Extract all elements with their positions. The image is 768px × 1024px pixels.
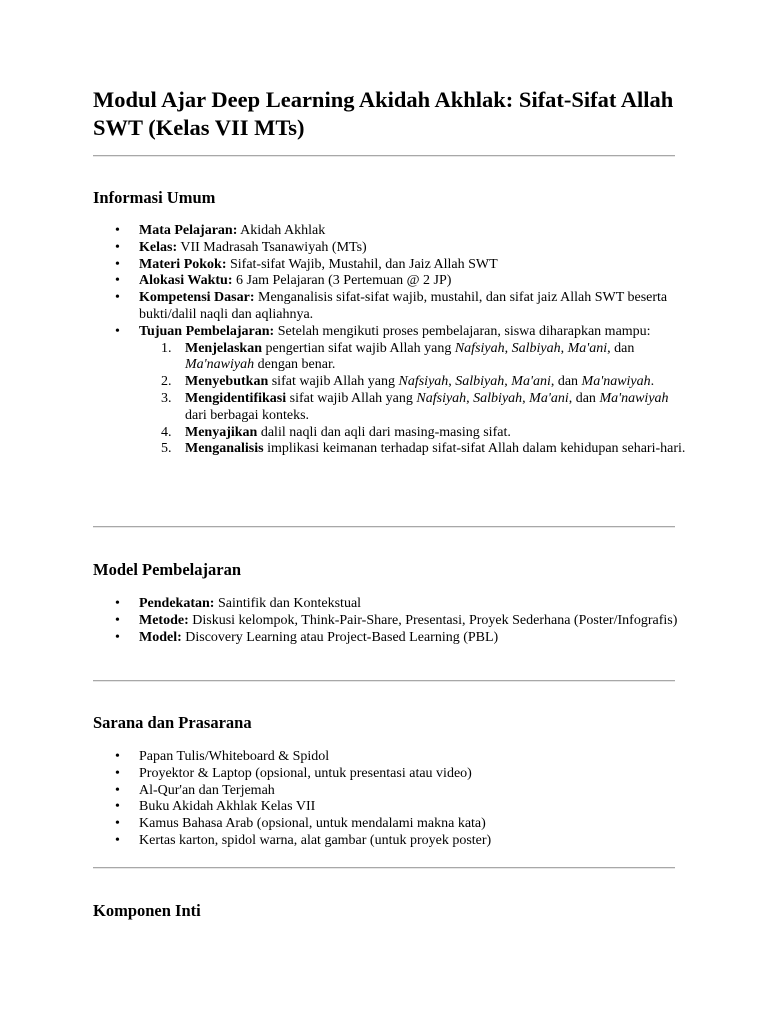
- list-item: • Mata Pelajaran: Akidah Akhlak: [139, 223, 689, 240]
- section-divider: [93, 680, 675, 682]
- list-item: • Kertas karton, spidol warna, alat gambar (untuk proyek poster): [139, 833, 689, 850]
- section-heading-model-pembelajaran: Model Pembelajaran: [93, 560, 242, 579]
- list-item: • Pendekatan: Saintifik dan Kontekstual: [139, 596, 689, 613]
- list-item: • Materi Pokok: Sifat-sifat Wajib, Mustahil, dan Jaiz Allah SWT: [139, 257, 689, 274]
- list-item: • Al-Qur'an dan Terjemah: [139, 783, 689, 800]
- list-item: • Model: Discovery Learning atau Project-Based Learning (PBL): [139, 630, 689, 647]
- tujuan-item: 3. Mengidentifikasi sifat wajib Allah yang Nafsiyah, Salbiyah, Ma'ani, dan Ma'nawiyah dari berbagai konteks.: [161, 390, 669, 423]
- tujuan-list: [139, 341, 689, 459]
- tujuan-item: 1. Menjelaskan pengertian sifat wajib Allah yang Nafsiyah, Salbiyah, Ma'ani, dan Ma'nawiyah dengan benar.: [161, 340, 635, 373]
- list-item: • Buku Akidah Akhlak Kelas VII: [139, 799, 689, 816]
- list-item: • Alokasi Waktu: 6 Jam Pelajaran (3 Pertemuan @ 2 JP): [139, 273, 689, 290]
- section-divider: [93, 867, 675, 869]
- section-heading-komponen-inti: Komponen Inti: [93, 901, 201, 920]
- list-item: • Kelas: VII Madrasah Tsanawiyah (MTs): [139, 240, 689, 257]
- informasi-umum-list: [93, 223, 689, 458]
- list-item: • Metode: Diskusi kelompok, Think-Pair-Share, Presentasi, Proyek Sederhana (Poster/Infografis): [139, 613, 689, 630]
- tujuan-item: 4. Menyajikan dalil naqli dan aqli dari masing-masing sifat.: [161, 424, 511, 440]
- section-heading-sarana-prasarana: Sarana dan Prasarana: [93, 713, 252, 732]
- model-pembelajaran-list: [93, 596, 689, 646]
- section-heading-informasi-umum: Informasi Umum: [93, 188, 216, 207]
- tujuan-item: 5. Menganalisis implikasi keimanan terhadap sifat-sifat Allah dalam kehidupan sehari-hari.: [161, 441, 686, 457]
- list-item: • Kompetensi Dasar: Menganalisis sifat-sifat wajib, mustahil, dan sifat jaiz Allah SWT beserta bukti/dalil naqli dan aqliahnya.: [139, 290, 689, 324]
- list-item: • Kamus Bahasa Arab (opsional, untuk mendalami makna kata): [139, 816, 689, 833]
- list-item: • Tujuan Pembelajaran: Setelah mengikuti proses pembelajaran, siswa diharapkan mampu: 1. Menjelaskan pengertian sifat wajib Allah yang Nafsiyah, Salbiyah, Ma'ani, dan Ma'nawiyah dengan benar. 2. Menyebutkan sifat wajib Allah yang Nafsiyah, Salbiyah, Ma'ani, dan Ma'nawiyah. 3. Mengidentifikasi sifat wajib Allah yang Nafsiyah, Salbiyah, Ma'ani, dan Ma'nawiyah dari berbagai konteks. 4. Menyajikan dalil naqli dan aqli dari masing-masing sifat. 5. Menganalisis implikasi keimanan terhadap sifat-sifat Allah dalam kehidupan sehari-hari.: [139, 324, 689, 458]
- tujuan-item: 2. Menyebutkan sifat wajib Allah yang Nafsiyah, Salbiyah, Ma'ani, dan Ma'nawiyah.: [161, 374, 655, 390]
- list-item: • Proyektor & Laptop (opsional, untuk presentasi atau video): [139, 766, 689, 783]
- list-item: • Papan Tulis/Whiteboard & Spidol: [139, 749, 689, 766]
- section-divider: [93, 155, 675, 157]
- sarana-prasarana-list: [93, 749, 689, 850]
- document-title: Modul Ajar Deep Learning Akidah Akhlak: Sifat-Sifat Allah SWT (Kelas VII MTs): [93, 87, 674, 140]
- section-divider: [93, 526, 675, 528]
